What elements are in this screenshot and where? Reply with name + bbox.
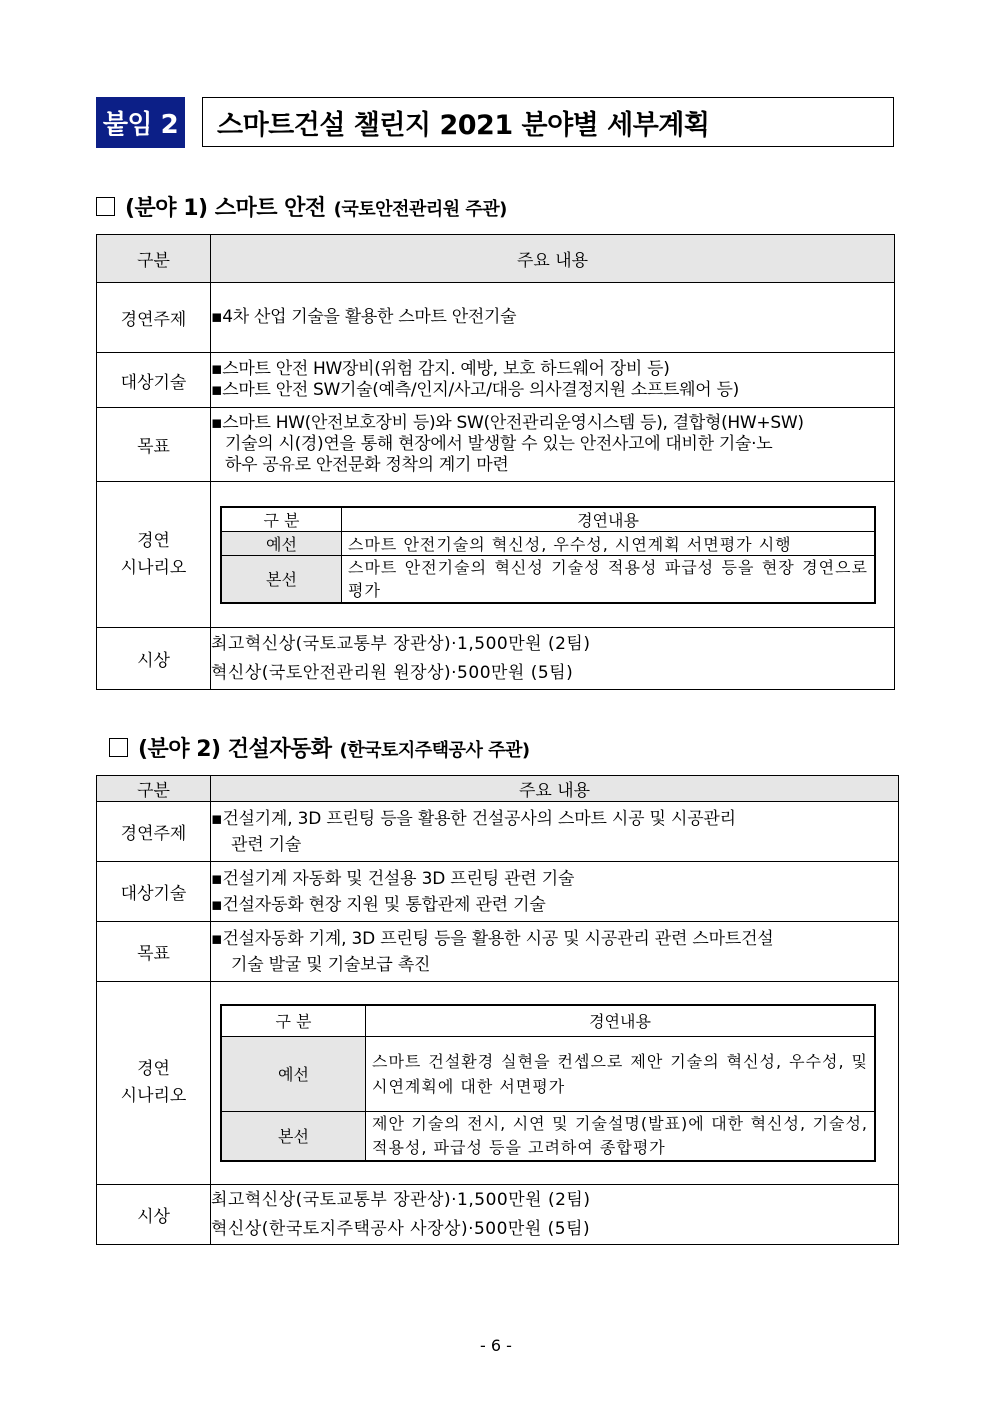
scenario-content — [211, 982, 899, 1185]
table-row — [97, 802, 899, 862]
inner-gubun-header: 구 분 — [221, 507, 342, 532]
table-row — [97, 982, 899, 1185]
goal-content: ▪건설자동화 기계, 3D 프린팅 등을 활용한 시공 및 시공관리 관련 스마트건설 기술 발굴 및 기술보급 촉진 — [211, 922, 899, 982]
inner-header-row — [221, 1005, 875, 1036]
inner-row-main — [221, 1111, 875, 1161]
col-content-header: 주요 내용 — [211, 776, 899, 802]
table-row — [97, 408, 895, 482]
main-label: 본선 — [221, 555, 342, 603]
award-content: 최고혁신상(국토교통부 장관상)·1,500만원 (2팀) 혁신상(국토안전관리원 원장상)·500만원 (5팀) — [211, 628, 895, 690]
table-header-row — [97, 235, 895, 283]
checkbox-icon — [109, 738, 128, 757]
theme-content: ▪건설기계, 3D 프린팅 등을 활용한 건설공사의 스마트 시공 및 시공관리 관련 기술 — [211, 802, 899, 862]
theme-label: 경연주제 — [97, 283, 211, 353]
table-row — [97, 628, 895, 690]
page-number: - 6 - — [480, 1336, 512, 1355]
table-row — [97, 862, 899, 922]
target-label: 대상기술 — [97, 862, 211, 922]
table-row — [97, 922, 899, 982]
scenario-content — [211, 482, 895, 628]
section2-title: (분야 2) 건설자동화 — [138, 737, 332, 762]
main-label: 본선 — [221, 1111, 366, 1161]
section1-table — [96, 234, 895, 690]
inner-row-pre — [221, 1036, 875, 1111]
main-content: 제안 기술의 전시, 시연 및 기술설명(발표)에 대한 혁신성, 기술성, 적용성, 파급성 등을 고려하여 종합평가 — [366, 1111, 876, 1161]
award-content: 최고혁신상(국토교통부 장관상)·1,500만원 (2팀) 혁신상(한국토지주택공사 사장상)·500만원 (5팀) — [211, 1185, 899, 1245]
section2-heading — [109, 732, 530, 763]
inner-row-main — [221, 555, 875, 603]
scenario-inner-table — [220, 506, 876, 604]
pre-content: 스마트 안전기술의 혁신성, 우수성, 시연계획 서면평가 시행 — [342, 531, 876, 555]
document-title: 스마트건설 챌린지 2021 분야별 세부계획 — [202, 97, 894, 147]
target-content: ▪건설기계 자동화 및 건설용 3D 프린팅 관련 기술 ▪건설자동화 현장 지원 및 통합관제 관련 기술 — [211, 862, 899, 922]
goal-label: 목표 — [97, 408, 211, 482]
theme-label: 경연주제 — [97, 802, 211, 862]
main-content: 스마트 안전기술의 혁신성 기술성 적용성 파급성 등을 현장 경연으로 평가 — [342, 555, 876, 603]
goal-content: ▪스마트 HW(안전보호장비 등)와 SW(안전관리운영시스템 등), 결합형(HW+SW) 기술의 시(경)연을 통해 현장에서 발생할 수 있는 안전사고에 대비한 기술·노 하우 공유로 안전문화 정착의 계기 마련 — [211, 408, 895, 482]
table-row — [97, 1185, 899, 1245]
inner-gubun-header: 구 분 — [221, 1005, 366, 1036]
scenario-inner-table — [220, 1004, 876, 1162]
inner-header-row — [221, 507, 875, 532]
target-label: 대상기술 — [97, 353, 211, 408]
pre-label: 예선 — [221, 531, 342, 555]
appendix-badge: 붙임 2 — [96, 97, 185, 148]
section2-organizer: (한국토지주택공사 주관) — [339, 740, 530, 761]
inner-row-pre — [221, 531, 875, 555]
inner-content-header: 경연내용 — [366, 1005, 876, 1036]
scenario-label: 경연 시나리오 — [97, 982, 211, 1185]
scenario-label: 경연 시나리오 — [97, 482, 211, 628]
goal-label: 목표 — [97, 922, 211, 982]
checkbox-icon — [96, 197, 115, 216]
award-label: 시상 — [97, 1185, 211, 1245]
col-content-header: 주요 내용 — [211, 235, 895, 283]
pre-content: 스마트 건설환경 실현을 컨셉으로 제안 기술의 혁신성, 우수성, 및 시연계획에 대한 서면평가 — [366, 1036, 876, 1111]
section2-table — [96, 775, 899, 1245]
table-row — [97, 283, 895, 353]
theme-content: ▪4차 산업 기술을 활용한 스마트 안전기술 — [211, 283, 895, 353]
col-label-header: 구분 — [97, 235, 211, 283]
table-header-row — [97, 776, 899, 802]
pre-label: 예선 — [221, 1036, 366, 1111]
col-label-header: 구분 — [97, 776, 211, 802]
target-content: ▪스마트 안전 HW장비(위험 감지. 예방, 보호 하드웨어 장비 등) ▪스마트 안전 SW기술(예측/인지/사고/대응 의사결정지원 소프트웨어 등) — [211, 353, 895, 408]
inner-content-header: 경연내용 — [342, 507, 876, 532]
award-label: 시상 — [97, 628, 211, 690]
table-row — [97, 353, 895, 408]
section1-title: (분야 1) 스마트 안전 — [125, 196, 326, 221]
table-row — [97, 482, 895, 628]
section1-heading — [96, 191, 507, 222]
section1-organizer: (국토안전관리원 주관) — [333, 199, 507, 220]
